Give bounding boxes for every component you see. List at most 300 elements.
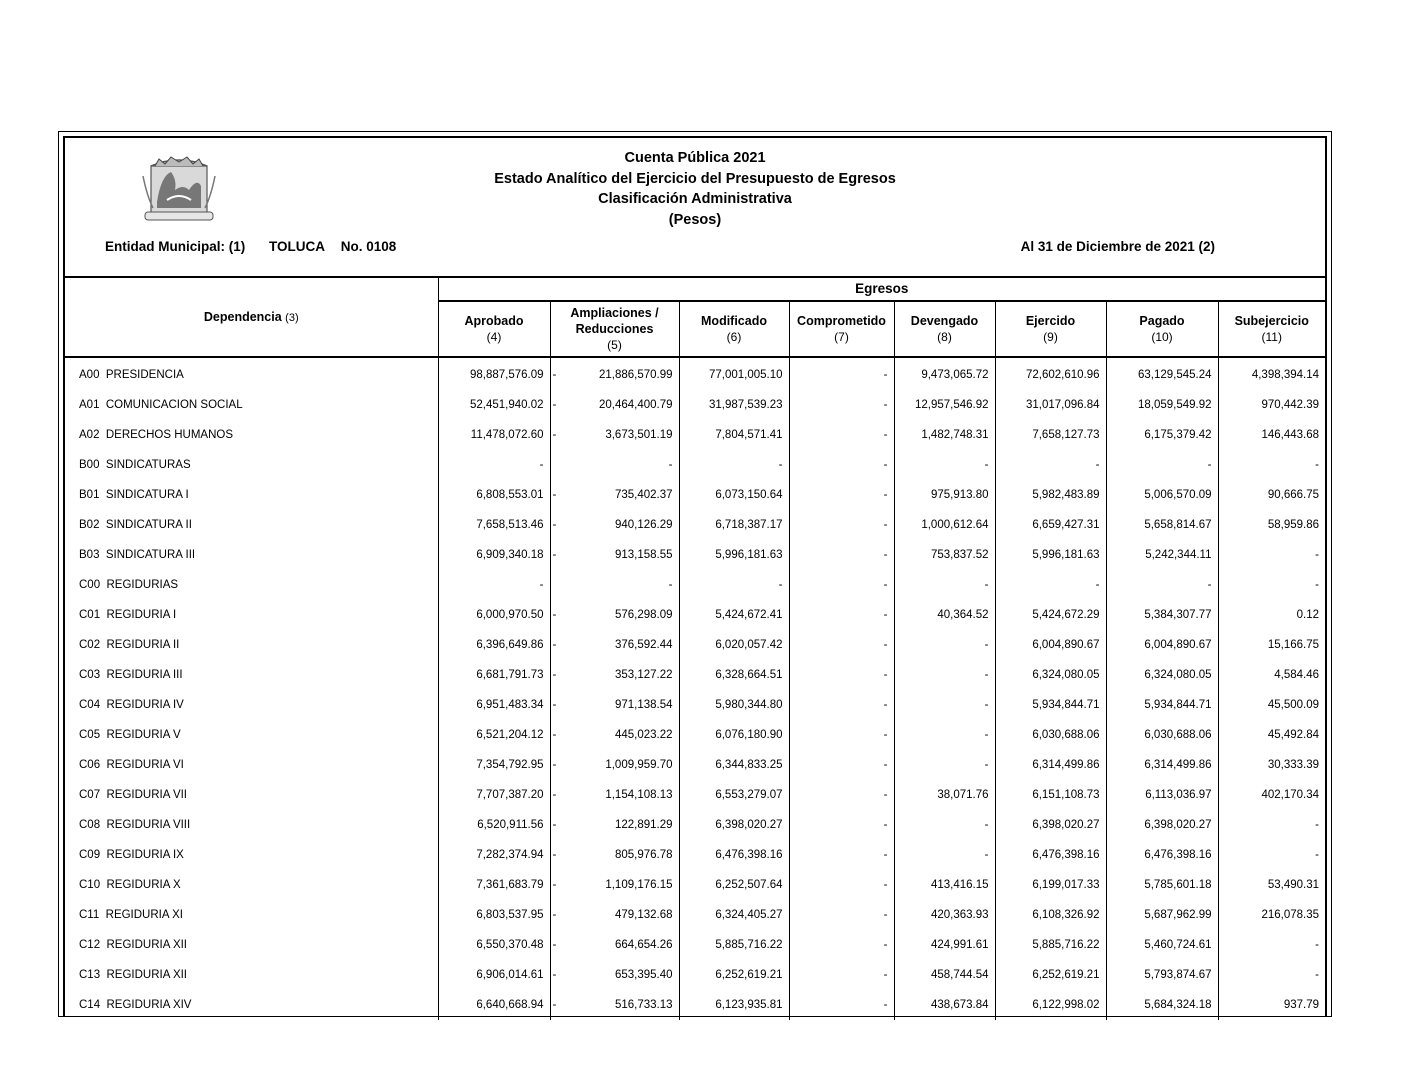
sign-indicator: - — [552, 549, 557, 561]
column-header-number: (11) — [1261, 330, 1282, 344]
dependency-name: B00 SINDICATURAS — [79, 459, 191, 471]
cell-ejercido: 5,996,181.63 — [995, 540, 1106, 570]
cell-ampliaciones — [550, 750, 679, 780]
cell-devengado: 38,071.76 — [894, 780, 995, 810]
cell-subejercicio: 402,170.34 — [1218, 780, 1325, 810]
cell-subejercicio: 937.79 — [1218, 990, 1325, 1020]
cell-aprobado: 6,808,553.01 — [438, 480, 550, 510]
cell-ampliaciones — [550, 690, 679, 720]
cell-ampliaciones — [550, 390, 679, 420]
cell-modificado: 5,996,181.63 — [679, 540, 789, 570]
cell-comprometido: - — [789, 357, 894, 390]
cell-ejercido: 31,017,096.84 — [995, 390, 1106, 420]
cell-devengado: - — [894, 450, 995, 480]
cell-comprometido: - — [789, 870, 894, 900]
sign-indicator: - — [552, 879, 557, 891]
cell-modificado: 5,980,344.80 — [679, 690, 789, 720]
table-row — [65, 420, 1325, 450]
cell-devengado: - — [894, 660, 995, 690]
cell-comprometido: - — [789, 570, 894, 600]
cell-comprometido: - — [789, 450, 894, 480]
cell-value: - — [668, 579, 673, 591]
sign-indicator: - — [552, 909, 557, 921]
table-row — [65, 570, 1325, 600]
report-titles — [65, 148, 1325, 230]
column-group-egresos: Egresos — [438, 278, 1325, 301]
table-row — [65, 510, 1325, 540]
cell-ampliaciones — [550, 810, 679, 840]
cell-subejercicio: 4,584.46 — [1218, 660, 1325, 690]
sign-indicator: - — [552, 399, 557, 411]
cell-devengado: - — [894, 810, 995, 840]
cell-comprometido: - — [789, 390, 894, 420]
cell-value: 664,654.26 — [614, 939, 673, 951]
cell-value: 3,673,501.19 — [605, 429, 673, 441]
cell-value: 805,976.78 — [614, 849, 673, 861]
report-inner-frame — [63, 136, 1327, 1016]
column-header-label: Pagado — [1139, 314, 1185, 328]
cell-ampliaciones — [550, 357, 679, 390]
cell-ejercido: - — [995, 570, 1106, 600]
cell-ejercido: 7,658,127.73 — [995, 420, 1106, 450]
column-header-number: (7) — [834, 330, 849, 344]
cell-ampliaciones — [550, 720, 679, 750]
cell-subejercicio: - — [1218, 960, 1325, 990]
cell-aprobado: 6,396,649.86 — [438, 630, 550, 660]
cell-subejercicio: - — [1218, 540, 1325, 570]
report-header — [65, 138, 1325, 278]
sign-indicator: - — [552, 429, 557, 441]
cell-devengado: - — [894, 720, 995, 750]
sign-indicator: - — [552, 819, 557, 831]
cell-devengado: - — [894, 630, 995, 660]
cell-ejercido: 6,122,998.02 — [995, 990, 1106, 1020]
cell-aprobado: - — [438, 450, 550, 480]
entity-number: No. 0108 — [340, 239, 397, 254]
entity-info — [105, 239, 408, 254]
cell-aprobado: 6,520,911.56 — [438, 810, 550, 840]
cell-subejercicio: 53,490.31 — [1218, 870, 1325, 900]
cell-subejercicio: 90,666.75 — [1218, 480, 1325, 510]
cell-aprobado: 98,887,576.09 — [438, 357, 550, 390]
cell-subejercicio: - — [1218, 840, 1325, 870]
cell-ejercido: 6,324,080.05 — [995, 660, 1106, 690]
table-row — [65, 480, 1325, 510]
cell-value: 1,009,959.70 — [605, 759, 673, 771]
table-row — [65, 600, 1325, 630]
cell-subejercicio: 45,500.09 — [1218, 690, 1325, 720]
cell-pagado: 6,030,688.06 — [1106, 720, 1218, 750]
cell-ampliaciones — [550, 930, 679, 960]
cell-comprometido: - — [789, 810, 894, 840]
dependency-name: C03 REGIDURIA III — [79, 669, 183, 681]
cell-aprobado: 6,803,537.95 — [438, 900, 550, 930]
sign-indicator: - — [552, 639, 557, 651]
dependency-name: C07 REGIDURIA VII — [79, 789, 188, 801]
cell-pagado: - — [1106, 450, 1218, 480]
cell-comprometido: - — [789, 420, 894, 450]
cell-aprobado: 11,478,072.60 — [438, 420, 550, 450]
sign-indicator: - — [552, 519, 557, 531]
sign-indicator: - — [552, 669, 557, 681]
cell-devengado: 438,673.84 — [894, 990, 995, 1020]
cell-modificado: 6,328,664.51 — [679, 660, 789, 690]
cell-comprometido: - — [789, 990, 894, 1020]
cell-ejercido: 5,934,844.71 — [995, 690, 1106, 720]
dependency-name: C10 REGIDURIA X — [79, 879, 181, 891]
cell-ejercido: 5,424,672.29 — [995, 600, 1106, 630]
cell-value: 21,886,570.99 — [598, 369, 673, 381]
cell-value: 576,298.09 — [614, 609, 673, 621]
cell-pagado: 18,059,549.92 — [1106, 390, 1218, 420]
cell-devengado: - — [894, 690, 995, 720]
cell-modificado: 6,020,057.42 — [679, 630, 789, 660]
cell-devengado: 424,991.61 — [894, 930, 995, 960]
cell-modificado: 6,076,180.90 — [679, 720, 789, 750]
cell-modificado: 7,804,571.41 — [679, 420, 789, 450]
table-row — [65, 960, 1325, 990]
table-row — [65, 690, 1325, 720]
column-header-comprometido — [789, 301, 894, 357]
cell-value: 913,158.55 — [614, 549, 673, 561]
cell-aprobado: 6,521,204.12 — [438, 720, 550, 750]
column-header-ejercido — [995, 301, 1106, 357]
cell-aprobado: 7,282,374.94 — [438, 840, 550, 870]
cell-comprometido: - — [789, 780, 894, 810]
cell-ampliaciones — [550, 570, 679, 600]
column-header-devengado — [894, 301, 995, 357]
column-header-label: Subejercicio — [1234, 314, 1309, 328]
cell-aprobado: 6,906,014.61 — [438, 960, 550, 990]
cell-pagado: 5,242,344.11 — [1106, 540, 1218, 570]
cell-ejercido: 6,476,398.16 — [995, 840, 1106, 870]
report-title: Cuenta Pública 2021 — [624, 150, 766, 166]
sign-indicator: - — [552, 609, 557, 621]
cell-pagado: 6,314,499.86 — [1106, 750, 1218, 780]
cell-devengado: - — [894, 840, 995, 870]
table-row — [65, 540, 1325, 570]
cell-ampliaciones — [550, 600, 679, 630]
cell-subejercicio: 216,078.35 — [1218, 900, 1325, 930]
cell-value: - — [668, 459, 673, 471]
cell-subejercicio: - — [1218, 450, 1325, 480]
cell-comprometido: - — [789, 930, 894, 960]
cell-modificado: 5,885,716.22 — [679, 930, 789, 960]
cell-modificado: 6,252,507.64 — [679, 870, 789, 900]
cell-ejercido: 6,252,619.21 — [995, 960, 1106, 990]
cell-ampliaciones — [550, 420, 679, 450]
table-row — [65, 660, 1325, 690]
table-row — [65, 990, 1325, 1020]
cell-value: 122,891.29 — [614, 819, 673, 831]
cell-comprometido: - — [789, 660, 894, 690]
sign-indicator: - — [552, 369, 557, 381]
table-row — [65, 630, 1325, 660]
cell-ampliaciones — [550, 840, 679, 870]
dependency-name: C04 REGIDURIA IV — [79, 699, 184, 711]
dependency-name: A01 COMUNICACION SOCIAL — [79, 399, 243, 411]
cell-comprometido: - — [789, 480, 894, 510]
cell-devengado: 1,482,748.31 — [894, 420, 995, 450]
table-row — [65, 840, 1325, 870]
column-header-label: Devengado — [910, 314, 979, 328]
cell-value: 735,402.37 — [614, 489, 673, 501]
cell-comprometido: - — [789, 840, 894, 870]
cell-devengado: 975,913.80 — [894, 480, 995, 510]
table-row — [65, 390, 1325, 420]
dependency-name: A02 DERECHOS HUMANOS — [79, 429, 234, 441]
cell-ejercido: 6,030,688.06 — [995, 720, 1106, 750]
sign-indicator: - — [552, 489, 557, 501]
column-header-label: Dependencia — [203, 309, 282, 324]
column-header-number: (5) — [607, 338, 622, 352]
cell-value: 1,109,176.15 — [605, 879, 673, 891]
cell-ampliaciones — [550, 990, 679, 1020]
cell-devengado: - — [894, 570, 995, 600]
cell-subejercicio: 45,492.84 — [1218, 720, 1325, 750]
cell-pagado: 63,129,545.24 — [1106, 357, 1218, 390]
cell-aprobado: - — [438, 570, 550, 600]
cell-pagado: 6,175,379.42 — [1106, 420, 1218, 450]
cell-pagado: 5,006,570.09 — [1106, 480, 1218, 510]
column-header-dependencia — [65, 278, 438, 357]
cell-ejercido: 6,004,890.67 — [995, 630, 1106, 660]
cell-pagado: 5,658,814.67 — [1106, 510, 1218, 540]
column-header-number: (8) — [937, 330, 952, 344]
cell-ampliaciones — [550, 900, 679, 930]
cell-value: 653,395.40 — [614, 969, 673, 981]
cell-ejercido: 6,199,017.33 — [995, 870, 1106, 900]
cell-comprometido: - — [789, 960, 894, 990]
cell-aprobado: 7,354,792.95 — [438, 750, 550, 780]
cell-value: 971,138.54 — [614, 699, 673, 711]
cell-subejercicio: - — [1218, 570, 1325, 600]
sign-indicator: - — [552, 849, 557, 861]
dependency-name: C00 REGIDURIAS — [79, 579, 179, 591]
cell-comprometido: - — [789, 540, 894, 570]
cell-comprometido: - — [789, 690, 894, 720]
cell-value: 940,126.29 — [614, 519, 673, 531]
table-row — [65, 870, 1325, 900]
cell-value: 1,154,108.13 — [605, 789, 673, 801]
cell-ejercido: 6,314,499.86 — [995, 750, 1106, 780]
column-header-label: Comprometido — [797, 314, 886, 328]
cell-ampliaciones — [550, 510, 679, 540]
cell-subejercicio: 970,442.39 — [1218, 390, 1325, 420]
entity-name: TOLUCA — [269, 239, 326, 254]
dependency-name: C14 REGIDURIA XIV — [79, 999, 192, 1011]
cell-comprometido: - — [789, 750, 894, 780]
cell-subejercicio: - — [1218, 810, 1325, 840]
column-header-number: (10) — [1151, 330, 1173, 344]
dependency-name: C02 REGIDURIA II — [79, 639, 180, 651]
table-row — [65, 930, 1325, 960]
cell-devengado: 420,363.93 — [894, 900, 995, 930]
column-header-pagado — [1106, 301, 1218, 357]
cell-ampliaciones — [550, 480, 679, 510]
table-row — [65, 780, 1325, 810]
cell-pagado: 5,687,962.99 — [1106, 900, 1218, 930]
cell-modificado: - — [679, 570, 789, 600]
cell-subejercicio: 15,166.75 — [1218, 630, 1325, 660]
dependency-name: C08 REGIDURIA VIII — [79, 819, 191, 831]
cell-subejercicio: 4,398,394.14 — [1218, 357, 1325, 390]
cell-ejercido: 5,885,716.22 — [995, 930, 1106, 960]
dependency-name: C12 REGIDURIA XII — [79, 939, 188, 951]
cell-devengado: 12,957,546.92 — [894, 390, 995, 420]
cell-comprometido: - — [789, 630, 894, 660]
cell-ampliaciones — [550, 450, 679, 480]
column-header-modificado — [679, 301, 789, 357]
cell-devengado: 458,744.54 — [894, 960, 995, 990]
sign-indicator: - — [552, 789, 557, 801]
column-header-number: (6) — [726, 330, 742, 344]
cell-modificado: 6,398,020.27 — [679, 810, 789, 840]
report-classification: Clasificación Administrativa — [598, 191, 792, 207]
cell-modificado: - — [679, 450, 789, 480]
cell-ejercido: 6,151,108.73 — [995, 780, 1106, 810]
cell-modificado: 6,252,619.21 — [679, 960, 789, 990]
cell-pagado: 6,476,398.16 — [1106, 840, 1218, 870]
cell-modificado: 6,123,935.81 — [679, 990, 789, 1020]
cell-devengado: 1,000,612.64 — [894, 510, 995, 540]
cell-ejercido: 6,108,326.92 — [995, 900, 1106, 930]
cell-devengado: 413,416.15 — [894, 870, 995, 900]
column-header-label: Ejercido — [1025, 314, 1076, 328]
report-units: (Pesos) — [668, 211, 722, 228]
entity-label: Entidad Municipal: (1) — [105, 239, 246, 254]
table-row — [65, 357, 1325, 390]
column-header-aprobado — [438, 301, 550, 357]
column-header-label: Ampliaciones / Reducciones — [570, 306, 659, 336]
column-header-number: (9) — [1043, 330, 1058, 344]
table-row — [65, 450, 1325, 480]
dependency-name: B01 SINDICATURA I — [79, 489, 189, 501]
cell-pagado: 5,684,324.18 — [1106, 990, 1218, 1020]
table-row — [65, 750, 1325, 780]
column-header-subejercicio — [1218, 301, 1325, 357]
cell-modificado: 6,324,405.27 — [679, 900, 789, 930]
budget-table — [65, 278, 1325, 1020]
cell-value: 20,464,400.79 — [598, 399, 673, 411]
cell-pagado: 6,113,036.97 — [1106, 780, 1218, 810]
cell-aprobado: 7,361,683.79 — [438, 870, 550, 900]
cell-ejercido: 5,982,483.89 — [995, 480, 1106, 510]
cell-devengado: - — [894, 750, 995, 780]
cell-value: 479,132.68 — [614, 909, 673, 921]
table-row — [65, 900, 1325, 930]
cell-ampliaciones — [550, 660, 679, 690]
cell-pagado: 5,384,307.77 — [1106, 600, 1218, 630]
cell-pagado: 6,398,020.27 — [1106, 810, 1218, 840]
sign-indicator: - — [552, 969, 557, 981]
dependency-name: B02 SINDICATURA II — [79, 519, 192, 531]
cell-ampliaciones — [550, 960, 679, 990]
cell-pagado: 6,324,080.05 — [1106, 660, 1218, 690]
cell-value: 376,592.44 — [614, 639, 673, 651]
column-header-number: (3) — [285, 311, 299, 324]
cell-value: 445,023.22 — [614, 729, 673, 741]
cell-pagado: - — [1106, 570, 1218, 600]
cell-ejercido: - — [995, 450, 1106, 480]
dependency-name: C09 REGIDURIA IX — [79, 849, 184, 861]
column-header-label: Aprobado — [464, 314, 524, 328]
cell-aprobado: 6,909,340.18 — [438, 540, 550, 570]
cell-comprometido: - — [789, 900, 894, 930]
cell-ampliaciones — [550, 870, 679, 900]
cell-value: 516,733.13 — [614, 999, 673, 1011]
column-header-number: (4) — [486, 330, 502, 344]
cell-modificado: 6,718,387.17 — [679, 510, 789, 540]
report-subtitle: Estado Analítico del Ejercicio del Presupuesto de Egresos — [494, 170, 896, 187]
dependency-name: C13 REGIDURIA XII — [79, 969, 188, 981]
cell-subejercicio: 0.12 — [1218, 600, 1325, 630]
cell-ampliaciones — [550, 540, 679, 570]
sign-indicator: - — [552, 759, 557, 771]
cell-comprometido: - — [789, 510, 894, 540]
cell-pagado: 5,460,724.61 — [1106, 930, 1218, 960]
cell-comprometido: - — [789, 600, 894, 630]
cell-ejercido: 6,398,020.27 — [995, 810, 1106, 840]
sign-indicator: - — [552, 729, 557, 741]
cell-subejercicio: 58,959.86 — [1218, 510, 1325, 540]
cell-value: 353,127.22 — [614, 669, 673, 681]
cell-subejercicio: 146,443.68 — [1218, 420, 1325, 450]
cell-aprobado: 6,550,370.48 — [438, 930, 550, 960]
cell-aprobado: 7,707,387.20 — [438, 780, 550, 810]
cell-devengado: 9,473,065.72 — [894, 357, 995, 390]
table-row — [65, 720, 1325, 750]
report-frame — [58, 131, 1332, 1017]
cell-pagado: 5,793,874.67 — [1106, 960, 1218, 990]
cell-subejercicio: - — [1218, 930, 1325, 960]
cell-ejercido: 72,602,610.96 — [995, 357, 1106, 390]
sign-indicator: - — [552, 939, 557, 951]
cell-modificado: 5,424,672.41 — [679, 600, 789, 630]
cell-comprometido: - — [789, 720, 894, 750]
cell-modificado: 31,987,539.23 — [679, 390, 789, 420]
sign-indicator: - — [552, 699, 557, 711]
report-date: Al 31 de Diciembre de 2021 (2) — [1020, 239, 1215, 254]
sign-indicator: - — [552, 999, 557, 1011]
dependency-name: B03 SINDICATURA III — [79, 549, 196, 561]
cell-aprobado: 6,951,483.34 — [438, 690, 550, 720]
cell-modificado: 6,073,150.64 — [679, 480, 789, 510]
cell-devengado: 753,837.52 — [894, 540, 995, 570]
cell-modificado: 6,476,398.16 — [679, 840, 789, 870]
cell-aprobado: 6,000,970.50 — [438, 600, 550, 630]
cell-pagado: 5,934,844.71 — [1106, 690, 1218, 720]
column-header-ampliaciones — [550, 301, 679, 357]
cell-aprobado: 6,640,668.94 — [438, 990, 550, 1020]
cell-modificado: 6,344,833.25 — [679, 750, 789, 780]
cell-aprobado: 6,681,791.73 — [438, 660, 550, 690]
cell-subejercicio: 30,333.39 — [1218, 750, 1325, 780]
dependency-name: A00 PRESIDENCIA — [79, 369, 184, 381]
cell-modificado: 6,553,279.07 — [679, 780, 789, 810]
column-header-label: Modificado — [701, 314, 767, 328]
cell-ampliaciones — [550, 780, 679, 810]
dependency-name: C05 REGIDURIA V — [79, 729, 181, 741]
cell-pagado: 5,785,601.18 — [1106, 870, 1218, 900]
cell-pagado: 6,004,890.67 — [1106, 630, 1218, 660]
table-row — [65, 810, 1325, 840]
cell-ejercido: 6,659,427.31 — [995, 510, 1106, 540]
dependency-name: C11 REGIDURIA XI — [79, 909, 183, 921]
cell-devengado: 40,364.52 — [894, 600, 995, 630]
table-body — [65, 357, 1325, 1020]
dependency-name: C01 REGIDURIA I — [79, 609, 177, 621]
